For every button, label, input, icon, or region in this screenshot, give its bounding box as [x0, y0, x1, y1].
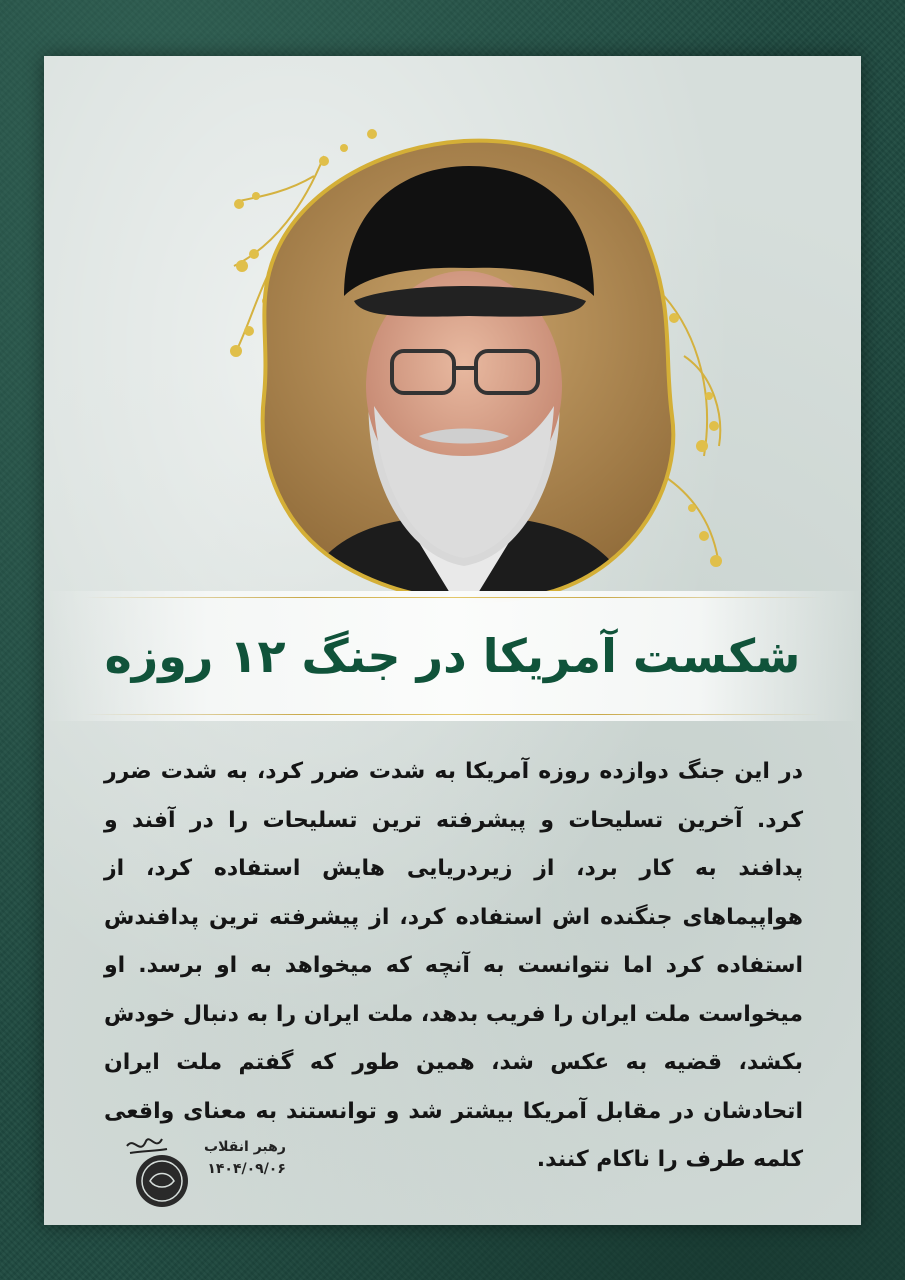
banner-divider-top [84, 597, 821, 598]
page-title: شکست آمریکا در جنگ ۱۲ روزه [104, 629, 801, 683]
title-banner [44, 591, 861, 721]
portrait-frame [194, 96, 734, 616]
banner-divider-bottom [84, 714, 821, 715]
poster-card [44, 56, 861, 1225]
quote-text: در این جنگ دوازده روزه آمریکا به شدت ضرر کرد، به شدت ضرر کرد. آخرین تسلیحات و پیشرفته ترین تسلیحات را در آفند و پدافند به کار برد، از زیردریایی هایش استفاده کرد، از هواپیماهای جنگنده اش استفاده کرد، از پیشرفته ترین پدافندش استفاده کرد اما نتوانست به آنچه که میخواهد به او برسد. او میخواست ملت ایران را فریب بدهد، ملت ایران را به دنبال خودش بکشد، قضیه به عکس شد، همین طور که گفتم ملت ایران اتحادشان در مقابل آمریکا بیشتر شد و توانستند به معنای واقعی کلمه طرف را ناکام کنند. [104, 759, 803, 1172]
signature-date: ۱۴۰۴/۰۹/۰۶ [207, 1161, 286, 1177]
leader-portrait-icon [194, 96, 734, 616]
signature-label: رهبر انقلاب [204, 1139, 286, 1155]
signature-block [204, 1139, 286, 1177]
handwritten-signature-icon [127, 1139, 167, 1153]
logo-seal-icon [136, 1155, 188, 1207]
